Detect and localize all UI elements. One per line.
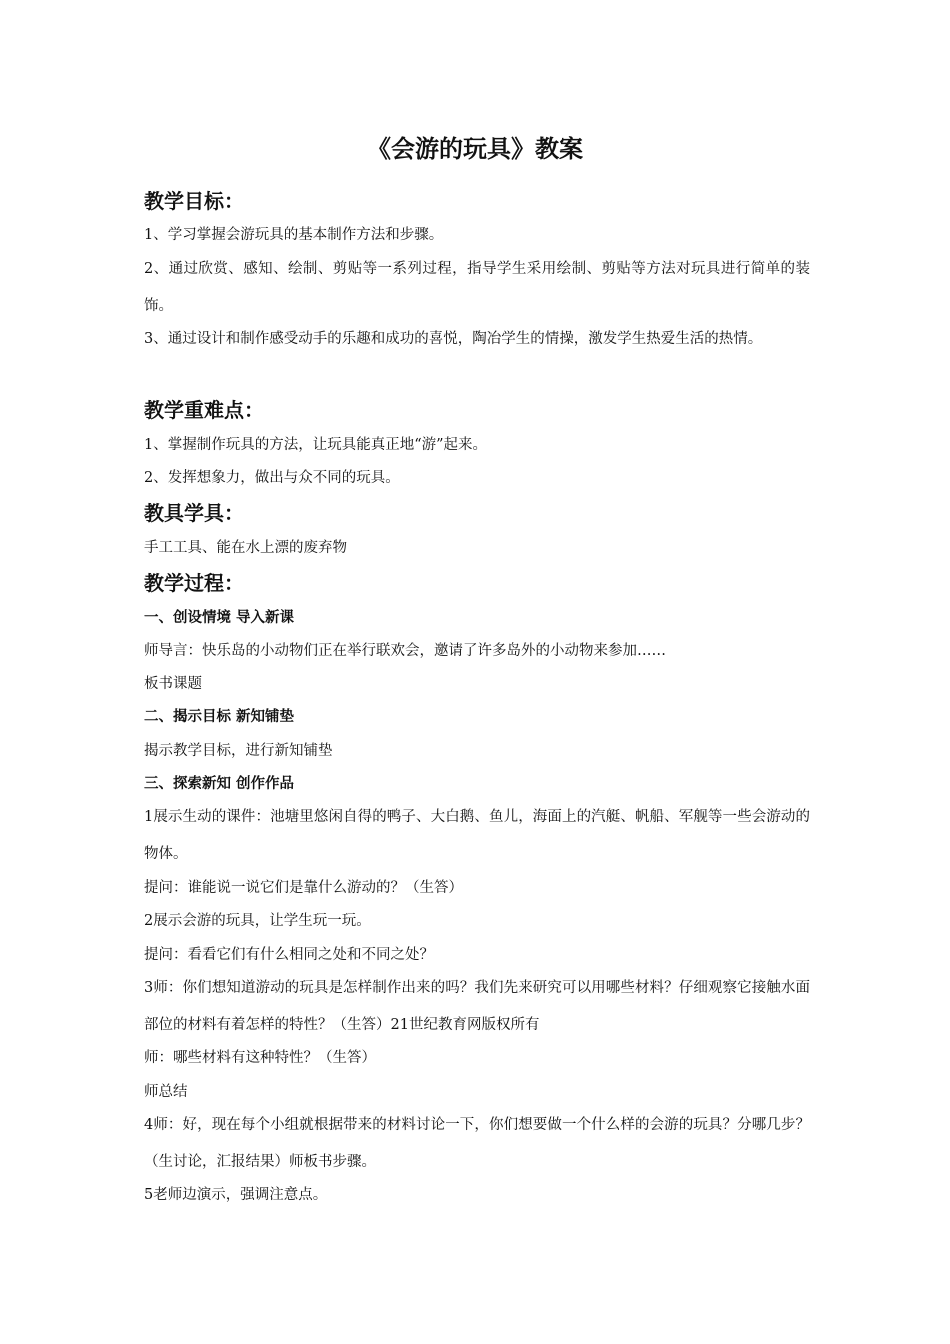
objectives-heading: 教学目标： (144, 189, 244, 213)
objective-item-3: 3、通过设计和制作感受动手的乐趣和成功的喜悦，陶冶学生的情操，激发学生热爱生活的热情。 (144, 331, 763, 347)
objective-item-2: 2、通过欣赏、感知、绘制、剪贴等一系列过程，指导学生采用绘制、剪贴等方法对玩具进行简单的装饰。 (144, 261, 810, 314)
step3-line-5: 3师：你们想知道游动的玩具是怎样制作出来的吗？我们先来研究可以用哪些材料？仔细观察它接触水面部位的材料有着怎样的特性？（生答）21世纪教育网版权所有 (144, 980, 810, 1033)
document-title: 《会游的玩具》教案 (367, 135, 583, 163)
objective-item-1: 1、学习掌握会游玩具的基本制作方法和步骤。 (144, 227, 444, 243)
step3-line-2: 提问：谁能说一说它们是靠什么游动的？（生答） (144, 880, 463, 896)
materials-heading: 教具学具： (144, 501, 244, 525)
step3-line-4: 提问：看看它们有什么相同之处和不同之处？ (144, 947, 434, 963)
key-points-heading: 教学重难点： (144, 398, 264, 422)
key-point-item-2: 2、发挥想象力，做出与众不同的玩具。 (144, 470, 400, 486)
step3-line-3: 2展示会游的玩具，让学生玩一玩。 (144, 913, 371, 929)
step3-heading: 三、探索新知 创作作品 (144, 776, 295, 792)
process-heading: 教学过程： (144, 571, 244, 595)
step1-line-2: 板书课题 (144, 676, 202, 692)
step3-line-8: 4师：好，现在每个小组就根据带来的材料讨论一下，你们想要做一个什么样的会游的玩具？分哪几步？（生讨论，汇报结果）师板书步骤。 (144, 1117, 810, 1170)
step3-line-6: 师：哪些材料有这种特性？（生答） (144, 1050, 376, 1066)
step2-line-1: 揭示教学目标，进行新知铺垫 (144, 743, 333, 759)
step3-line-1: 1展示生动的课件：池塘里悠闲自得的鸭子、大白鹅、鱼儿，海面上的汽艇、帆船、军舰等一些会游动的物体。 (144, 809, 810, 862)
step1-heading: 一、创设情境 导入新课 (144, 610, 295, 626)
step2-heading: 二、揭示目标 新知铺垫 (144, 709, 295, 725)
materials-item-1: 手工工具、能在水上漂的废弃物 (144, 540, 347, 556)
step3-line-7: 师总结 (144, 1084, 188, 1100)
key-point-item-1: 1、掌握制作玩具的方法，让玩具能真正地“游”起来。 (144, 437, 488, 453)
step3-line-9: 5老师边演示，强调注意点。 (144, 1187, 328, 1203)
step1-line-1: 师导言：快乐岛的小动物们正在举行联欢会，邀请了许多岛外的小动物来参加…… (144, 643, 666, 659)
